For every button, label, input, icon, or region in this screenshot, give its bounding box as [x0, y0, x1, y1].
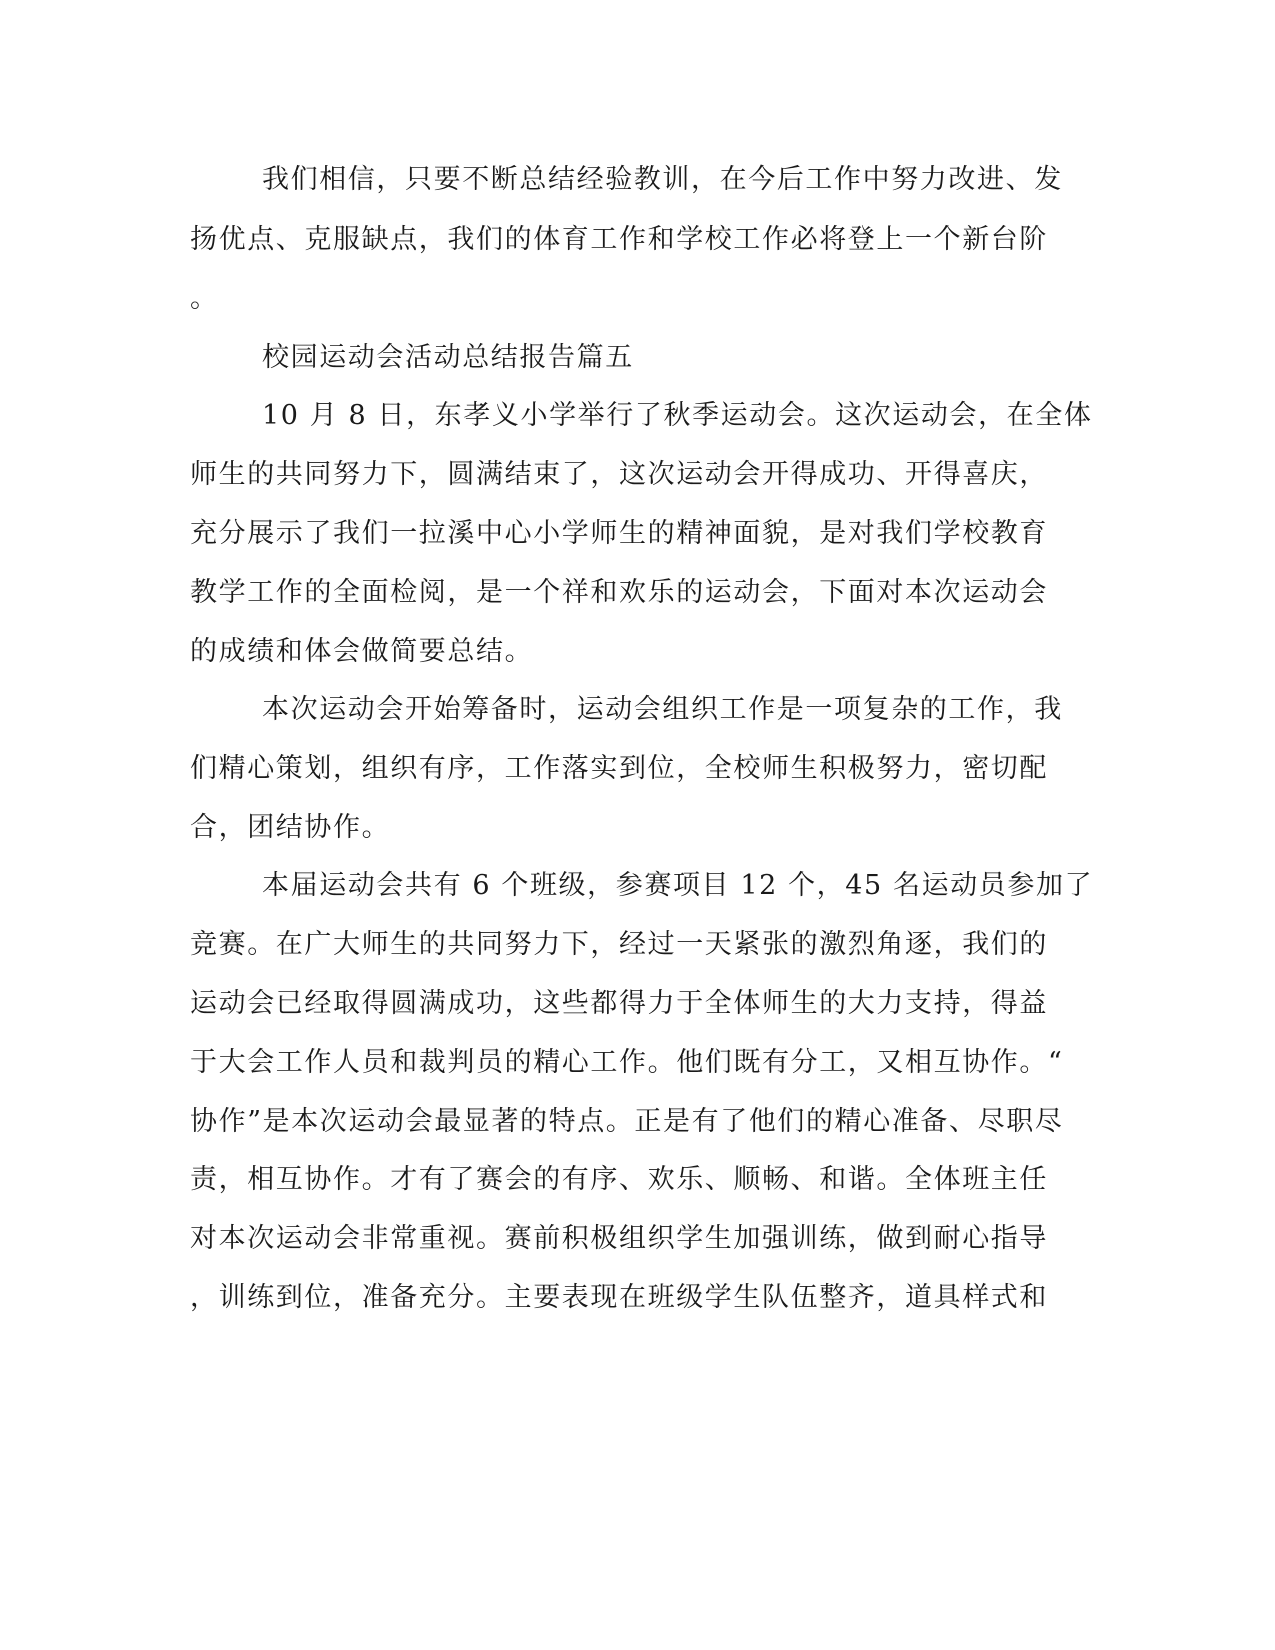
paragraph-3-line-1: 本次运动会开始筹备时，运动会组织工作是一项复杂的工作，我	[262, 694, 1063, 725]
paragraph-4-line-5: 协作”是本次运动会最显著的特点。正是有了他们的精心准备、尽职尽	[190, 1106, 1064, 1137]
paragraph-2-line-3: 充分展示了我们一拉溪中心小学师生的精神面貌，是对我们学校教育	[190, 518, 1048, 549]
paragraph-2-line-4: 教学工作的全面检阅，是一个祥和欢乐的运动会，下面对本次运动会	[190, 577, 1048, 608]
paragraph-3-line-2: 们精心策划，组织有序，工作落实到位，全校师生积极努力，密切配	[190, 753, 1048, 784]
paragraph-1-line-3: 。	[190, 283, 219, 314]
paragraph-2-line-1: 10 月 8 日，东孝义小学举行了秋季运动会。这次运动会，在全体	[262, 400, 1093, 431]
paragraph-2-line-2: 师生的共同努力下，圆满结束了，这次运动会开得成功、开得喜庆，	[190, 459, 1048, 490]
paragraph-4-line-4: 于大会工作人员和裁判员的精心工作。他们既有分工，又相互协作。“	[190, 1047, 1064, 1078]
paragraph-4-line-3: 运动会已经取得圆满成功，这些都得力于全体师生的大力支持，得益	[190, 988, 1048, 1019]
paragraph-3-line-3: 合，团结协作。	[190, 812, 391, 843]
paragraph-4-line-6: 责，相互协作。才有了赛会的有序、欢乐、顺畅、和谐。全体班主任	[190, 1164, 1048, 1195]
paragraph-2-line-5: 的成绩和体会做简要总结。	[190, 636, 534, 667]
paragraph-1-line-2: 扬优点、克服缺点，我们的体育工作和学校工作必将登上一个新台阶	[190, 224, 1048, 255]
paragraph-4-line-2: 竞赛。在广大师生的共同努力下，经过一天紧张的激烈角逐，我们的	[190, 929, 1048, 960]
section-heading: 校园运动会活动总结报告篇五	[262, 342, 634, 373]
paragraph-1-line-1: 我们相信，只要不断总结经验教训，在今后工作中努力改进、发	[262, 164, 1063, 195]
paragraph-4-line-1: 本届运动会共有 6 个班级，参赛项目 12 个，45 名运动员参加了	[262, 870, 1094, 901]
paragraph-4-line-7: 对本次运动会非常重视。赛前积极组织学生加强训练，做到耐心指导	[190, 1223, 1048, 1254]
paragraph-4-line-8: ，训练到位，准备充分。主要表现在班级学生队伍整齐，道具样式和	[190, 1282, 1048, 1313]
